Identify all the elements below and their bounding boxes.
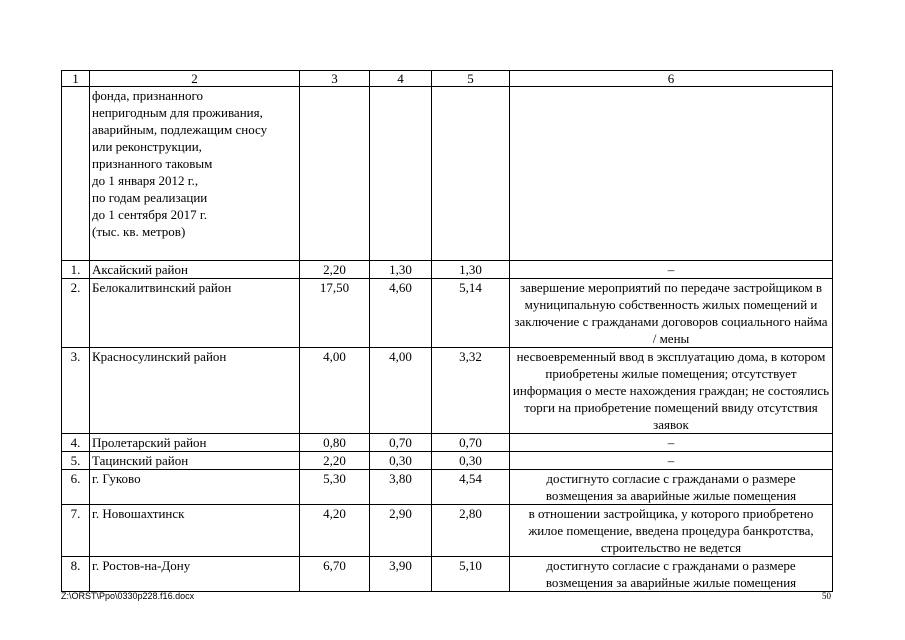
row-number: 8. <box>62 557 90 592</box>
value-col3: 2,20 <box>300 261 370 279</box>
value-col4: 2,90 <box>370 505 432 557</box>
table-row <box>62 557 833 592</box>
value-col5: 0,70 <box>432 434 510 452</box>
continuation-c5-cell <box>432 87 510 261</box>
continuation-text: фонда, признанного непригодным для проживания, аварийным, подлежащим сносу или реконструкции, признанного таковым до 1 января 2012 г., по годам реализации до 1 сентября 2017 г. (тыс. кв. метров) <box>90 87 300 261</box>
row-number: 5. <box>62 452 90 470</box>
row-number: 4. <box>62 434 90 452</box>
note: – <box>510 452 833 470</box>
continuation-note-cell <box>510 87 833 261</box>
continuation-c4-cell <box>370 87 432 261</box>
note: завершение мероприятий по передаче застройщиком в муниципальную собственность жилых помещений и заключение с гражданами договоров социального найма / мены <box>510 279 833 348</box>
value-col4: 3,80 <box>370 470 432 505</box>
value-col3: 17,50 <box>300 279 370 348</box>
value-col5: 2,80 <box>432 505 510 557</box>
value-col3: 0,80 <box>300 434 370 452</box>
note: достигнуто согласие с гражданами о размере возмещения за аварийные жилые помещения <box>510 557 833 592</box>
report-table <box>61 70 833 592</box>
table-row <box>62 434 833 452</box>
value-col4: 3,90 <box>370 557 432 592</box>
district-name: г. Ростов-на-Дону <box>90 557 300 592</box>
table-row <box>62 279 833 348</box>
value-col5: 3,32 <box>432 348 510 434</box>
value-col5: 5,14 <box>432 279 510 348</box>
column-number-row <box>62 71 833 87</box>
district-name: Пролетарский район <box>90 434 300 452</box>
value-col4: 4,60 <box>370 279 432 348</box>
value-col3: 6,70 <box>300 557 370 592</box>
note: – <box>510 434 833 452</box>
file-path-footer: Z:\ORST\Ppo\0330p228.f16.docx <box>61 591 195 601</box>
note: в отношении застройщика, у которого приобретено жилое помещение, введена процедура банкротства, строительство не ведется <box>510 505 833 557</box>
column-number-3: 3 <box>300 71 370 87</box>
value-col3: 2,20 <box>300 452 370 470</box>
continuation-num-cell <box>62 87 90 261</box>
row-number: 6. <box>62 470 90 505</box>
table-row <box>62 348 833 434</box>
value-col5: 1,30 <box>432 261 510 279</box>
value-col5: 4,54 <box>432 470 510 505</box>
column-number-1: 1 <box>62 71 90 87</box>
table-row <box>62 505 833 557</box>
value-col3: 4,20 <box>300 505 370 557</box>
note: несвоевременный ввод в эксплуатацию дома, в котором приобретены жилые помещения; отсутствует информация о месте нахождения граждан; не состоялись торги на приобретение помещений ввиду отсутствия заявок <box>510 348 833 434</box>
column-number-2: 2 <box>90 71 300 87</box>
table-row <box>62 470 833 505</box>
row-number: 7. <box>62 505 90 557</box>
column-number-5: 5 <box>432 71 510 87</box>
table-row <box>62 261 833 279</box>
district-name: г. Гуково <box>90 470 300 505</box>
district-name: Красносулинский район <box>90 348 300 434</box>
value-col4: 4,00 <box>370 348 432 434</box>
district-name: Белокалитвинский район <box>90 279 300 348</box>
continuation-row <box>62 87 833 261</box>
row-number: 2. <box>62 279 90 348</box>
column-number-6: 6 <box>510 71 833 87</box>
value-col4: 0,70 <box>370 434 432 452</box>
value-col5: 0,30 <box>432 452 510 470</box>
continuation-c3-cell <box>300 87 370 261</box>
page-number: 50 <box>822 591 831 601</box>
district-name: Аксайский район <box>90 261 300 279</box>
table-row <box>62 452 833 470</box>
row-number: 1. <box>62 261 90 279</box>
value-col5: 5,10 <box>432 557 510 592</box>
column-number-4: 4 <box>370 71 432 87</box>
note: – <box>510 261 833 279</box>
value-col4: 0,30 <box>370 452 432 470</box>
value-col4: 1,30 <box>370 261 432 279</box>
value-col3: 4,00 <box>300 348 370 434</box>
district-name: Тацинский район <box>90 452 300 470</box>
district-name: г. Новошахтинск <box>90 505 300 557</box>
row-number: 3. <box>62 348 90 434</box>
value-col3: 5,30 <box>300 470 370 505</box>
note: достигнуто согласие с гражданами о размере возмещения за аварийные жилые помещения <box>510 470 833 505</box>
